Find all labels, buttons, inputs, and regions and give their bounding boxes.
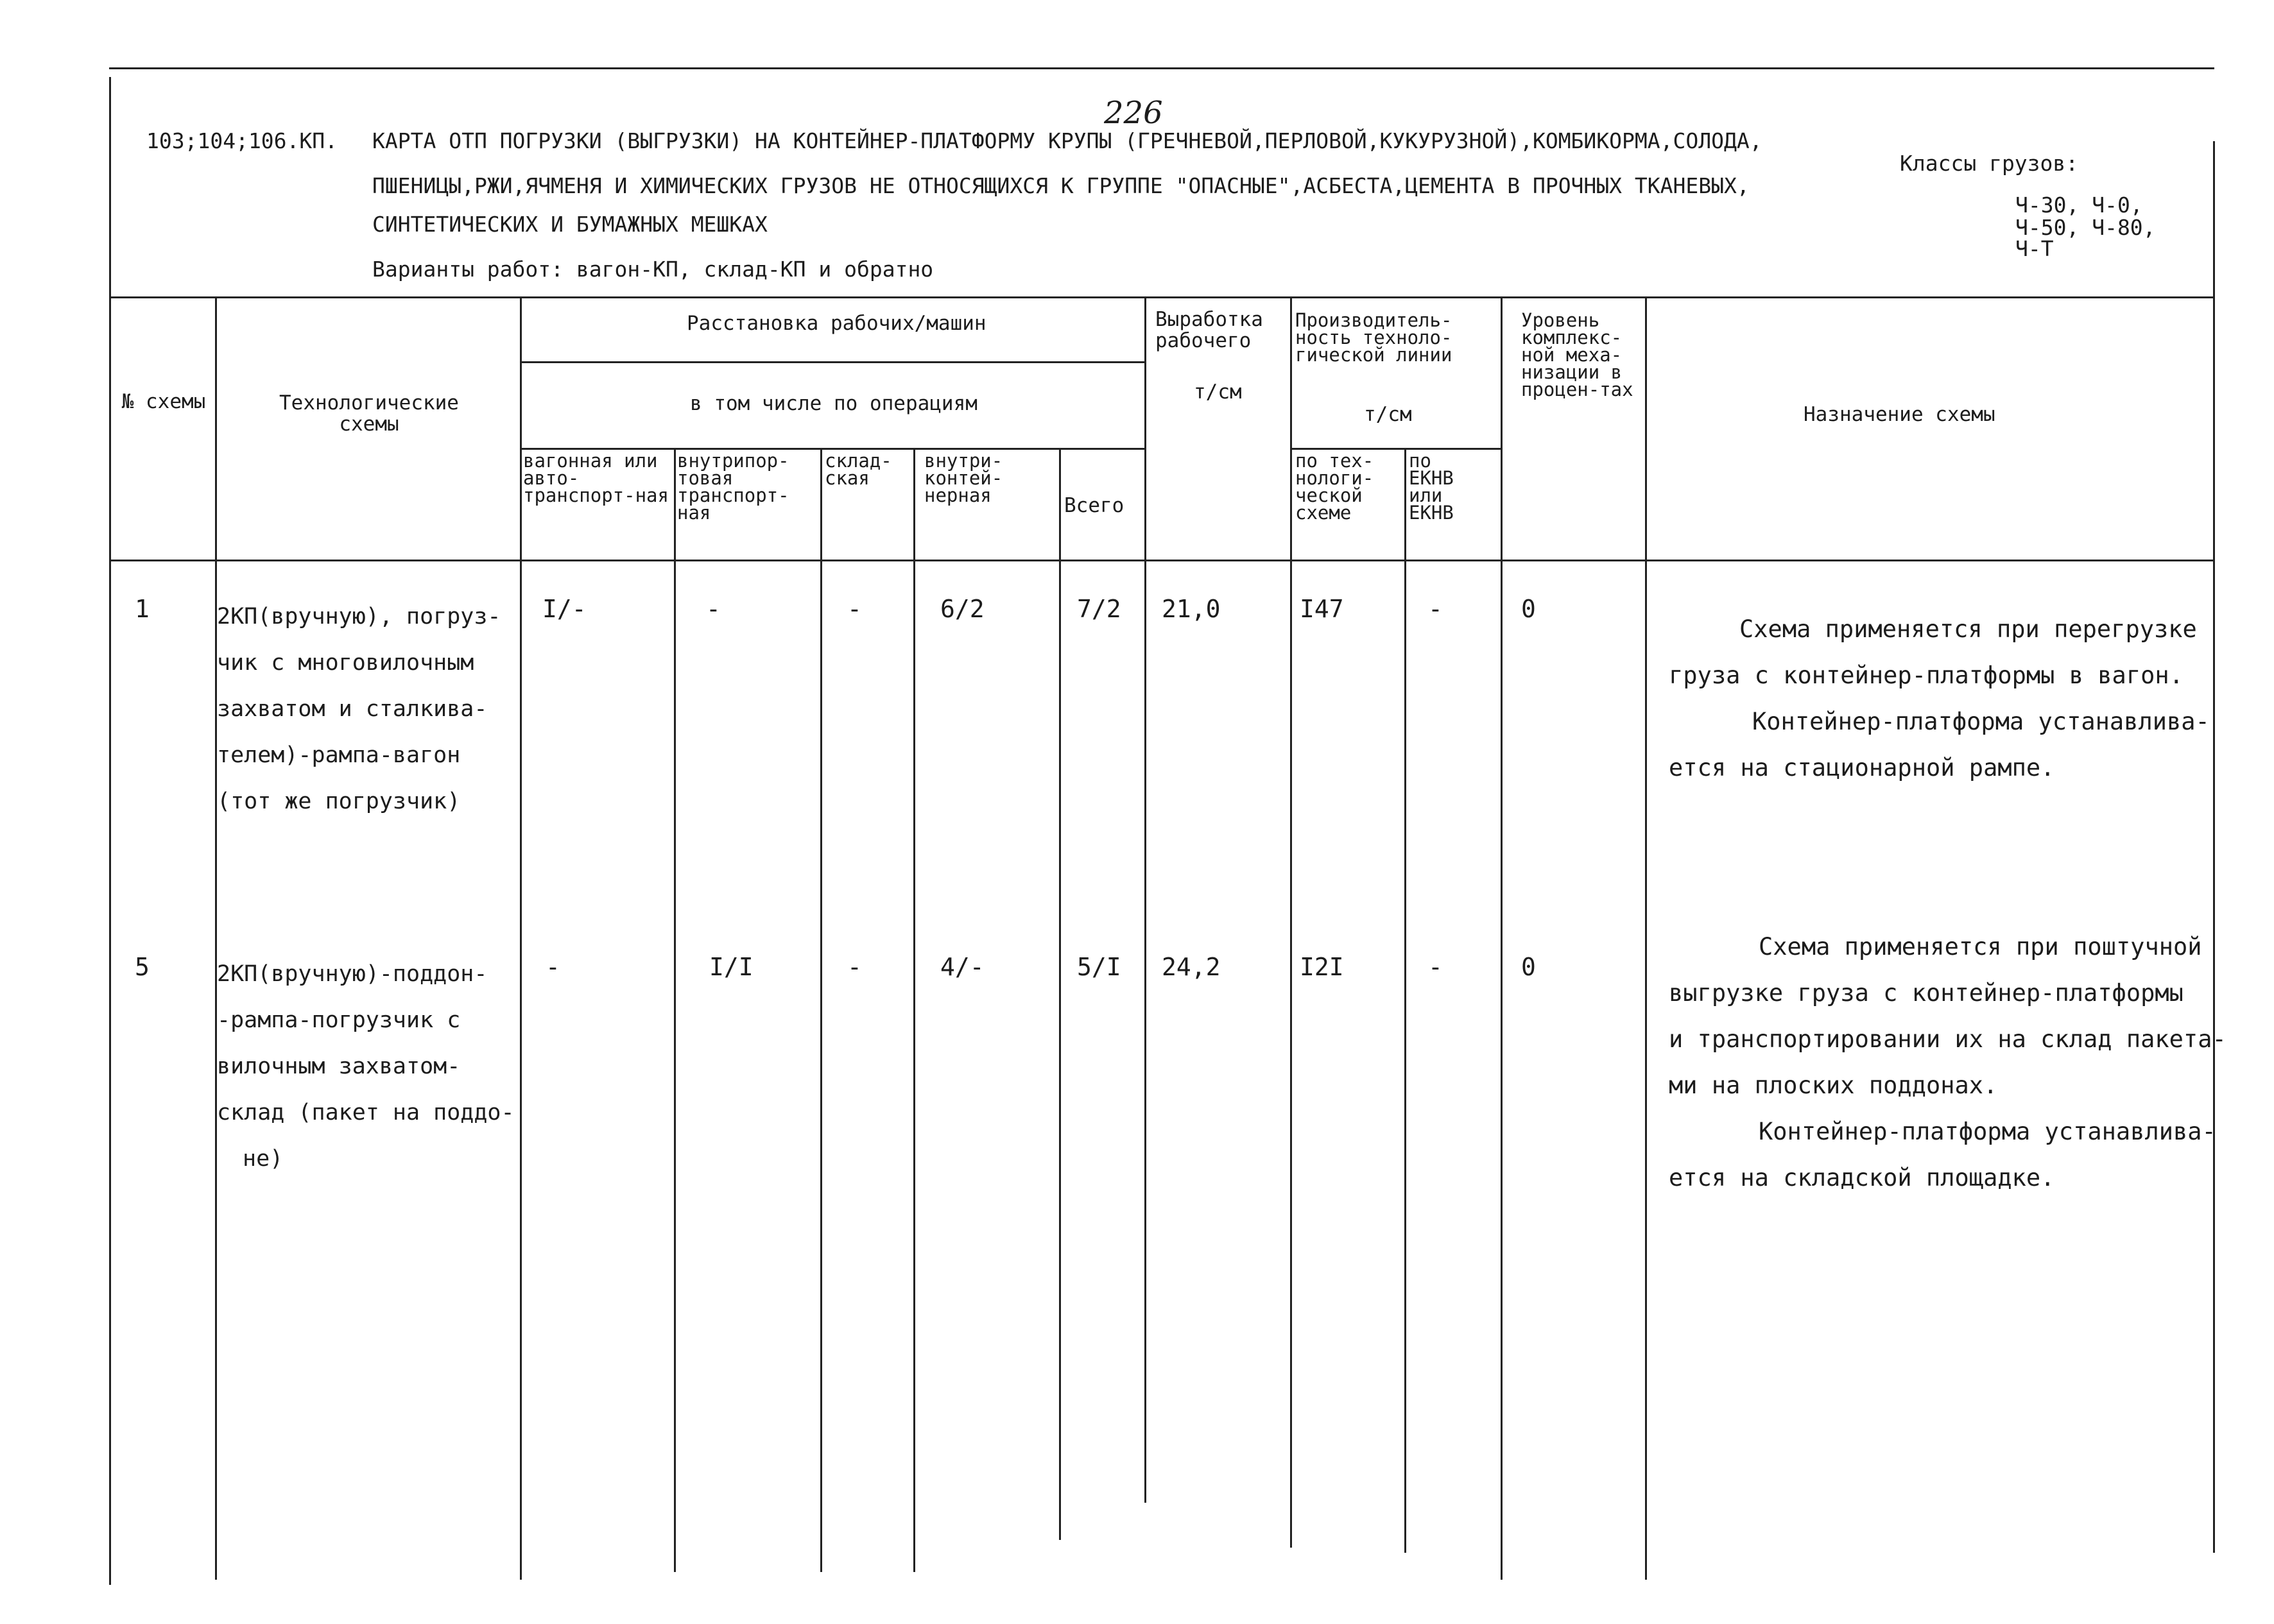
row5-wagon: -	[546, 953, 560, 981]
row1-purpose: Схема применяется при перегрузке груза с контейнер-платформы в вагон. Контейнер-платформа устанавлива- ется на стационарной рампе.	[1669, 615, 2210, 782]
row5-scheme-no: 5	[135, 953, 150, 981]
row1-wagon: I/-	[542, 595, 587, 623]
header-intracontainer: внутри-контей-нерная	[924, 450, 1003, 506]
row5-warehouse: -	[847, 953, 862, 981]
col-line-output	[1290, 296, 1292, 1548]
table-header-bottom-line	[109, 560, 2214, 561]
col-line-scheme	[215, 296, 217, 1580]
header-warehouse: склад-ская	[825, 450, 892, 489]
row1-intracontainer: 6/2	[940, 595, 985, 623]
header-wagon: вагонная или авто-транспорт-ная	[523, 450, 669, 506]
col-line-wagon	[674, 449, 676, 1572]
title-line-3: СИНТЕТИЧЕСКИХ И БУМАЖНЫХ МЕШКАХ	[372, 212, 768, 237]
cargo-classes-3: Ч-Т	[2015, 236, 2054, 261]
col-line-prod-scheme	[1404, 449, 1406, 1553]
title-line-1: КАРТА ОТП ПОГРУЗКИ (ВЫГРУЗКИ) НА КОНТЕЙНЕР-ПЛАТФОРМУ КРУПЫ (ГРЕЧНЕВОЙ,ПЕРЛОВОЙ,КУКУРУЗНОЙ),КОМБИКОРМА,СОЛОДА,	[372, 128, 1762, 153]
row5-output: 24,2	[1162, 953, 1221, 981]
row1-mech: 0	[1521, 595, 1536, 623]
header-productivity: Производитель-ность техноло-гической линии	[1295, 309, 1452, 366]
header-productivity-unit: т/см	[1364, 403, 1412, 426]
row5-intracontainer: 4/-	[940, 953, 985, 981]
header-by-norm: по ЕКНВ или ЕКНВ	[1409, 450, 1454, 524]
col-line-intracontainer	[1059, 449, 1061, 1540]
header-intraport: внутрипор-товая транспорт-ная	[677, 450, 789, 524]
header-by-scheme: по тех-нологи-ческой схеме	[1295, 450, 1374, 524]
row1-intraport: -	[706, 595, 721, 623]
header-tech-schemes: Технологические схемы	[279, 391, 459, 436]
row5-prod-norm: -	[1428, 953, 1443, 981]
row5-tech-scheme: 2КП(вручную)-поддон- -рампа-погрузчик с вилочным захватом- склад (пакет на поддо- не)	[217, 961, 515, 1172]
row1-prod-norm: -	[1428, 595, 1443, 623]
row1-warehouse: -	[847, 595, 862, 623]
card-codes: 103;104;106.КП.	[146, 128, 338, 153]
header-placement: Расстановка рабочих/машин	[687, 312, 986, 335]
row1-scheme-no: 1	[135, 595, 150, 623]
row5-total: 5/I	[1077, 953, 1121, 981]
header-mech-level: Уровень комплекс-ной меха-низации в процен-тах	[1521, 309, 1633, 400]
header-bottom-line	[109, 296, 2214, 298]
row5-intraport: I/I	[709, 953, 754, 981]
title-line-2: ПШЕНИЦЫ,РЖИ,ЯЧМЕНЯ И ХИМИЧЕСКИХ ГРУЗОВ НЕ ОТНОСЯЩИХСЯ К ГРУППЕ "ОПАСНЫЕ",АСБЕСТА,ЦЕМЕНТА В ПРОЧНЫХ ТКАНЕВЫХ,	[372, 173, 1750, 198]
placement-subheader-line	[520, 361, 1144, 363]
frame-right-line	[2213, 141, 2215, 1553]
work-variants: Варианты работ: вагон-КП, склад-КП и обратно	[372, 257, 934, 282]
row5-mech: 0	[1521, 953, 1536, 981]
col-line-warehouse	[913, 449, 915, 1572]
col-line-prod-norm	[1501, 296, 1503, 1580]
col-line-intraport	[820, 449, 822, 1572]
row5-purpose: Схема применяется при поштучной выгрузке груза с контейнер-платформы и транспортировании их на склад пакета- ми на плоских поддонах. Контейнер-платформа устанавлива- ется на складской площадке.	[1669, 933, 2227, 1192]
frame-top-line	[109, 67, 2214, 69]
header-by-operations: в том числе по операциям	[690, 392, 978, 415]
row1-tech-scheme: 2КП(вручную), погруз- чик с многовилочным захватом и сталкива- телем)-рампа-вагон (тот же погрузчик)	[217, 604, 501, 814]
header-total: Всего	[1064, 494, 1124, 517]
frame-left-line	[109, 77, 111, 1585]
col-line-total	[1144, 296, 1146, 1503]
cargo-classes-label: Классы грузов:	[1900, 151, 2079, 176]
header-output-unit: т/см	[1194, 380, 1242, 404]
page-number: 226	[1104, 95, 1163, 131]
header-purpose: Назначение схемы	[1804, 403, 1995, 426]
row1-prod-scheme: I47	[1300, 595, 1344, 623]
col-line-tech	[520, 296, 522, 1580]
row1-output: 21,0	[1162, 595, 1221, 623]
header-scheme-no: № схемы	[121, 390, 206, 413]
cargo-classes-2: Ч-50, Ч-80,	[2015, 215, 2156, 240]
header-output: Выработка рабочего	[1155, 308, 1263, 352]
row1-total: 7/2	[1077, 595, 1121, 623]
col-line-mech	[1645, 296, 1647, 1580]
cargo-classes-1: Ч-30, Ч-0,	[2015, 192, 2143, 218]
row5-prod-scheme: I2I	[1300, 953, 1344, 981]
